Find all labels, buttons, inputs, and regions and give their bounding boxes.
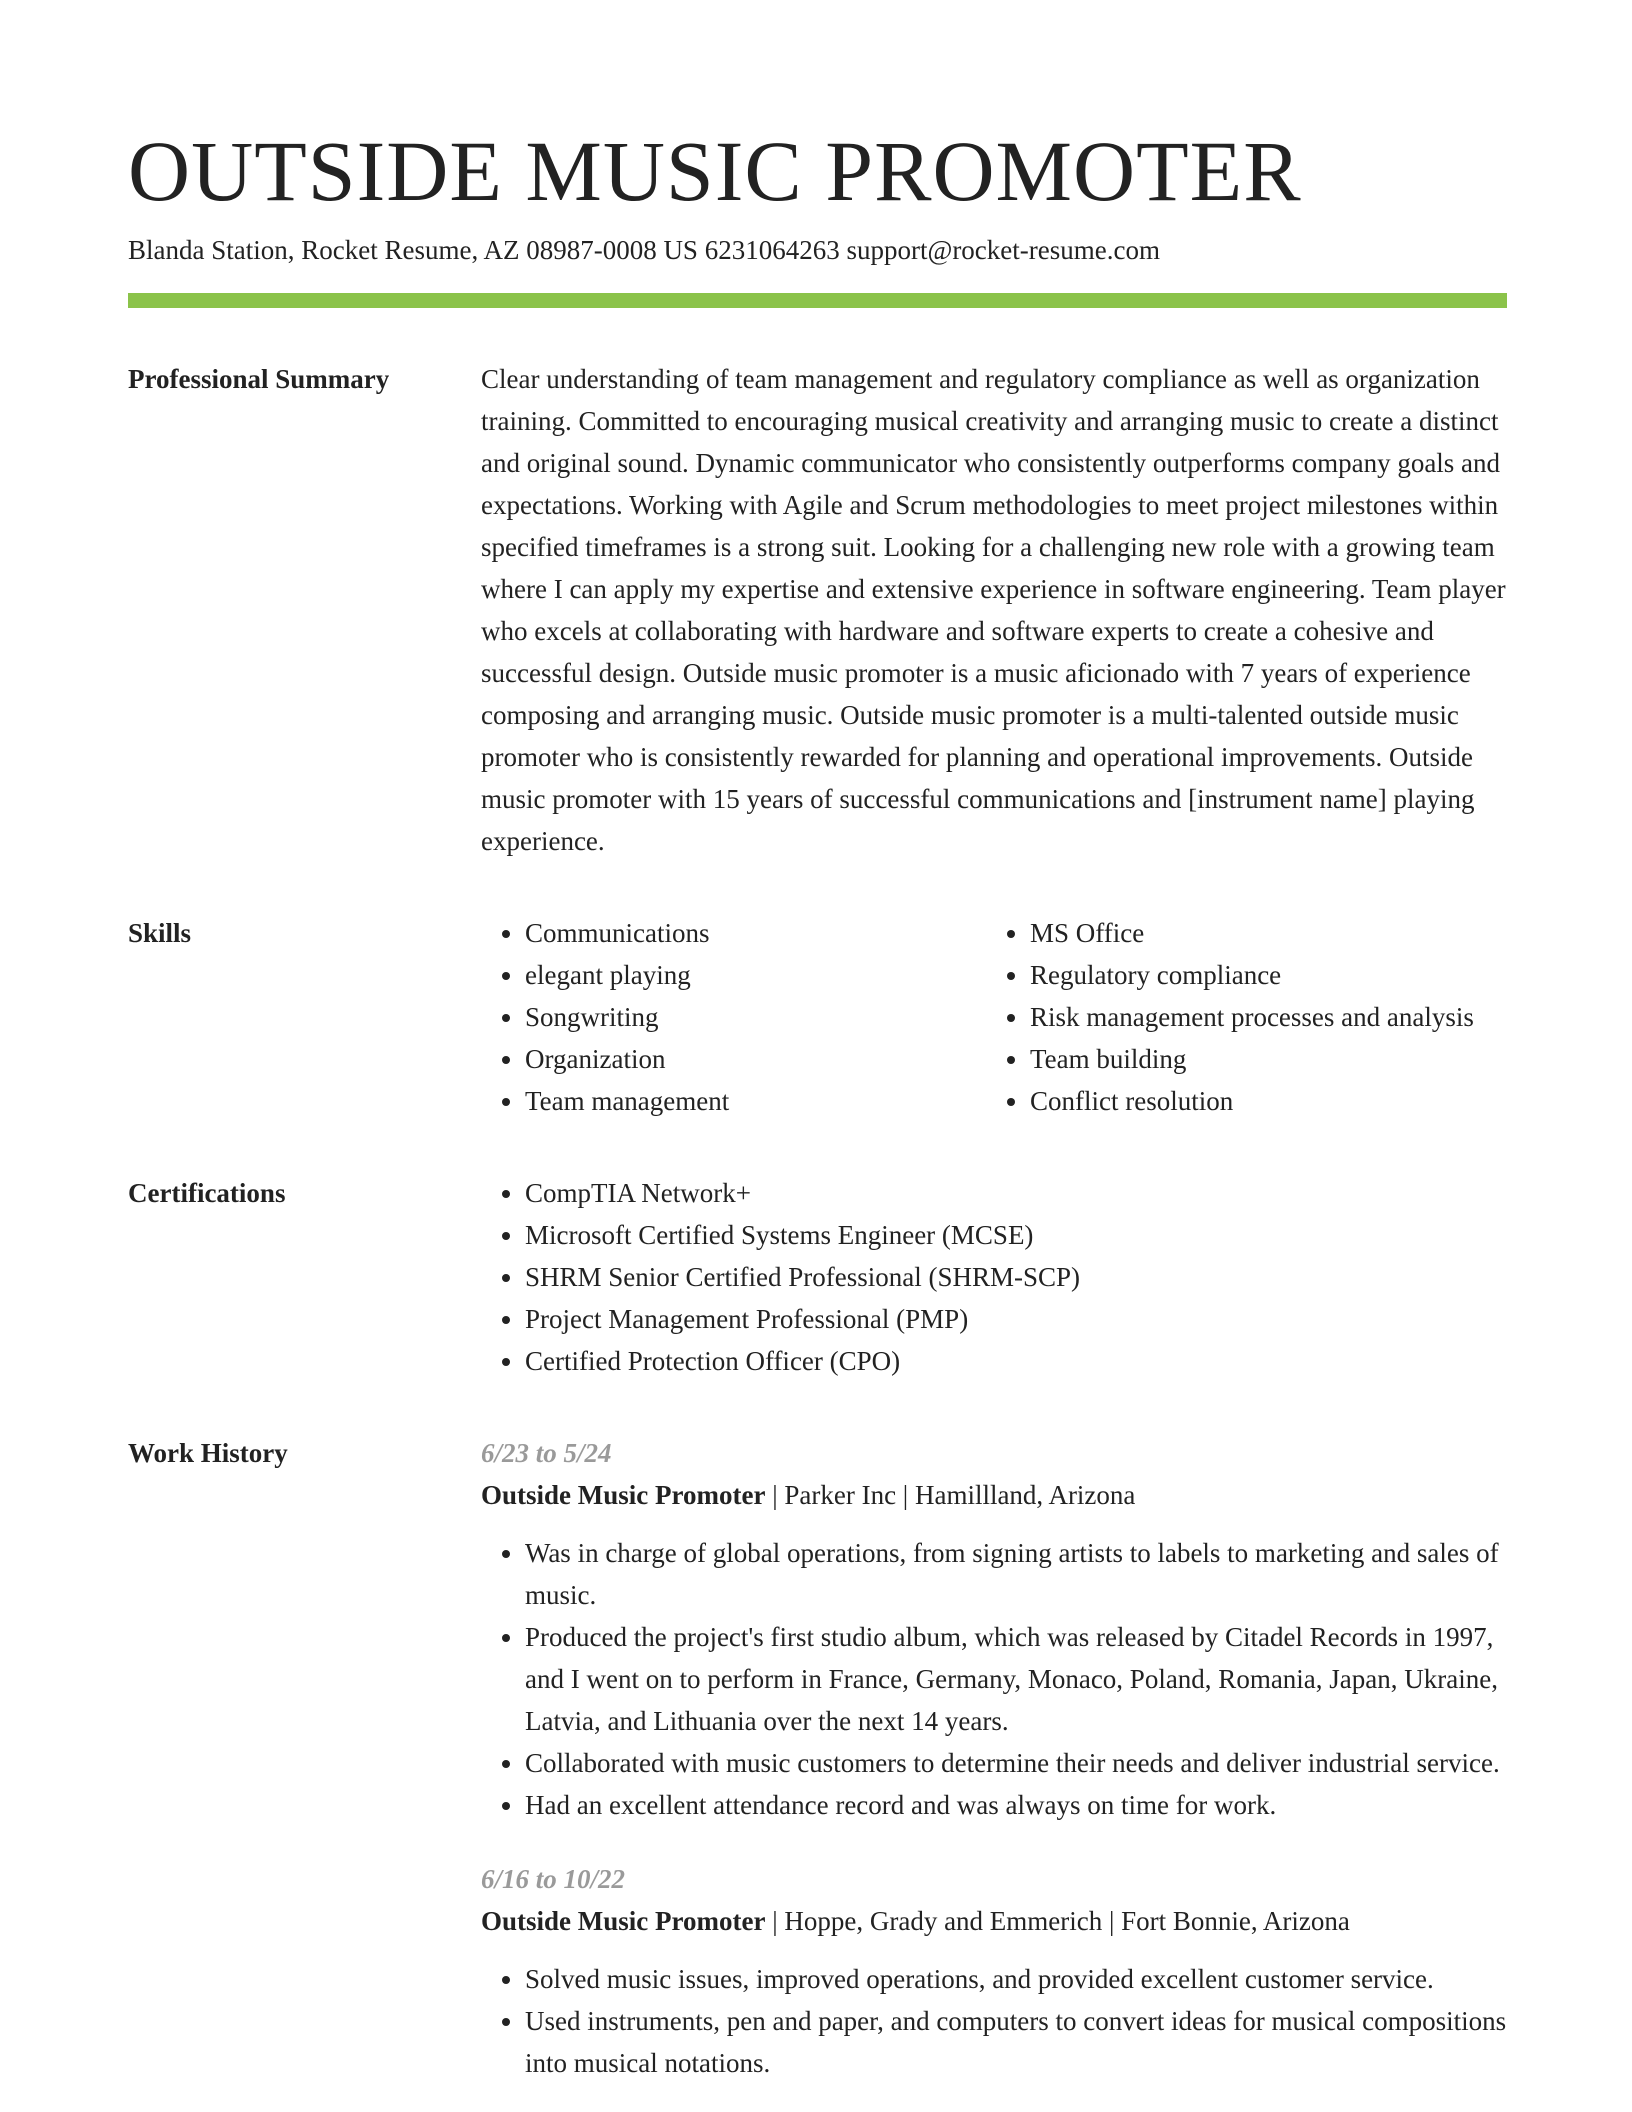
section-heading-certifications: Certifications <box>128 1178 286 1208</box>
skill-item: • Conflict resolution <box>1030 1080 1551 1122</box>
certifications-body <box>481 1172 1507 1382</box>
job-bullet: • Had an excellent attendance record and was always on time for work. <box>525 1784 1507 1826</box>
skill-item: • Team management <box>525 1080 986 1122</box>
section-heading-summary: Professional Summary <box>128 364 390 394</box>
certification-item: • Microsoft Certified Systems Engineer (MCSE) <box>525 1214 1507 1256</box>
job-company-location: | Parker Inc | Hamillland, Arizona <box>765 1480 1136 1510</box>
job-title-line <box>481 1474 1507 1516</box>
skill-item: • Team building <box>1030 1038 1551 1080</box>
summary-body <box>481 358 1507 862</box>
section-heading-skills: Skills <box>128 918 192 948</box>
job-title-line <box>481 1900 1507 1942</box>
certifications-section <box>128 1172 1507 1382</box>
skill-item: • Risk management processes and analysis <box>1030 996 1551 1038</box>
skill-item: • Organization <box>525 1038 986 1080</box>
job-bullet: • Produced the project's first studio album, which was released by Citadel Records in 1997, and I went on to perform in France, Germany, Monaco, Poland, Romania, Japan, Ukraine, Latvia, and Lithuania over the next 14 years. <box>525 1616 1507 1742</box>
skill-item: • Songwriting <box>525 996 986 1038</box>
certifications-list <box>481 1172 1507 1382</box>
job-title: Outside Music Promoter <box>481 1906 766 1936</box>
work-history-body <box>481 1432 1507 2084</box>
job-bullet: • Was in charge of global operations, from signing artists to labels to marketing and sales of music. <box>525 1532 1507 1616</box>
summary-text: Clear understanding of team management and regulatory compliance as well as organization training. Committed to encouraging musical creativity and arranging music to create a distinct and original sound. Dynamic communicator who consistently outperforms company goals and expectations. Working with Agile and Scrum methodologies to meet project milestones within specified timeframes is a strong suit. Looking for a challenging new role with a growing team where I can apply my expertise and extensive experience in software engineering. Team player who excels at collaborating with hardware and software experts to create a cohesive and successful design. Outside music promoter is a music aficionado with 7 years of experience composing and arranging music. Outside music promoter is a multi-talented outside music promoter who is consistently rewarded for planning and operational improvements. Outside music promoter with 15 years of successful communications and [instrument name] playing experience. <box>481 364 1506 856</box>
job-dates: 6/23 to 5/24 <box>481 1438 612 1468</box>
certification-item: • SHRM Senior Certified Professional (SHRM-SCP) <box>525 1256 1507 1298</box>
skill-item: • Communications <box>525 912 986 954</box>
skill-item: • Regulatory compliance <box>1030 954 1551 996</box>
job-bullets <box>481 1958 1507 2084</box>
skills-column-1 <box>481 912 986 1122</box>
job-bullets <box>481 1532 1507 1826</box>
job-entry <box>481 1432 1507 1826</box>
job-bullet: • Collaborated with music customers to determine their needs and deliver industrial service. <box>525 1742 1507 1784</box>
job-bullet: • Solved music issues, improved operations, and provided excellent customer service. <box>525 1958 1507 2000</box>
resume-page <box>128 0 1507 2084</box>
skill-item: • MS Office <box>1030 912 1551 954</box>
certification-item: • Project Management Professional (PMP) <box>525 1298 1507 1340</box>
job-company-location: | Hoppe, Grady and Emmerich | Fort Bonnie, Arizona <box>765 1906 1350 1936</box>
skills-column-2 <box>986 912 1551 1122</box>
accent-divider <box>128 293 1507 308</box>
skills-section <box>128 912 1507 1122</box>
skill-item: • elegant playing <box>525 954 986 996</box>
job-title: Outside Music Promoter <box>481 1480 766 1510</box>
section-heading-work-history: Work History <box>128 1438 288 1468</box>
certification-item: • CompTIA Network+ <box>525 1172 1507 1214</box>
work-history-section <box>128 1432 1507 2084</box>
job-dates: 6/16 to 10/22 <box>481 1864 626 1894</box>
resume-name: OUTSIDE MUSIC PROMOTER <box>128 123 1302 219</box>
job-entry <box>481 1858 1507 2084</box>
job-bullet: • Used instruments, pen and paper, and computers to convert ideas for musical compositions into musical notations. <box>525 2000 1507 2084</box>
summary-section <box>128 358 1507 862</box>
skills-grid <box>481 912 1507 1122</box>
certification-item: • Certified Protection Officer (CPO) <box>525 1340 1507 1382</box>
contact-line: Blanda Station, Rocket Resume, AZ 08987-0008 US 6231064263 support@rocket-resume.com <box>128 235 1160 265</box>
